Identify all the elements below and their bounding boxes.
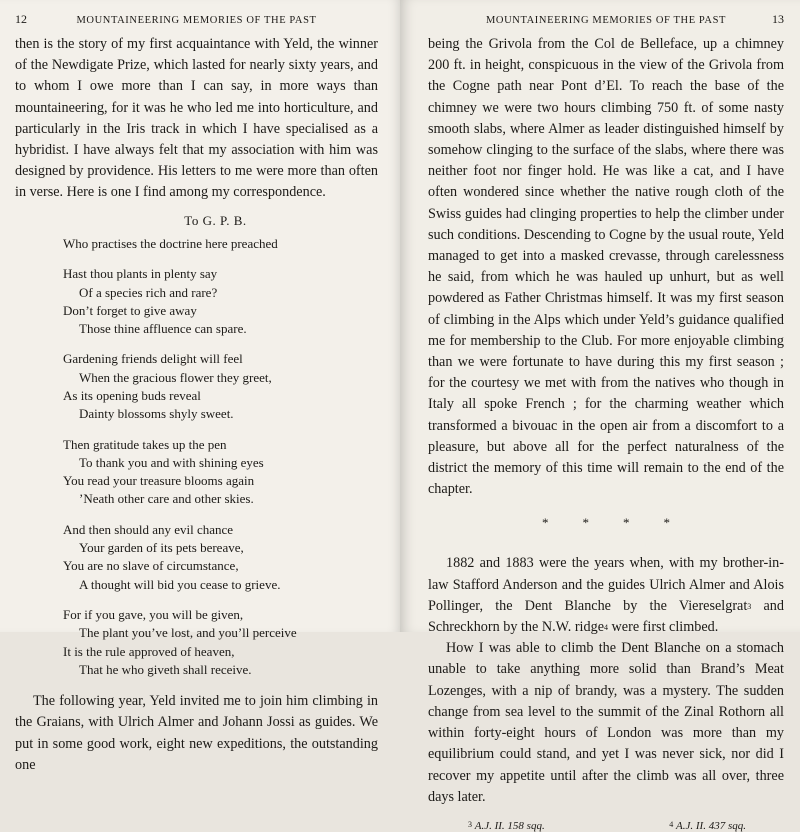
footnote-text: A.J. II. 158 sqq. [474, 819, 545, 832]
body-paragraph [428, 553, 784, 638]
left-page [0, 0, 400, 773]
footnote-mark: 3 [747, 601, 752, 611]
section-separator [428, 515, 784, 531]
running-header-right [428, 12, 784, 34]
running-head-title: MOUNTAINEERING MEMORIES OF THE PAST [485, 15, 727, 26]
poem-line: As its opening buds reveal [63, 388, 201, 403]
poem-line: When the gracious flower they greet, [79, 369, 272, 385]
footnotes [428, 820, 784, 832]
text-run: were first climbed. [608, 619, 719, 636]
separator-star: * [582, 515, 589, 531]
poem-line: That he who giveth shall receive. [79, 661, 252, 677]
page-number: 13 [772, 12, 784, 26]
poem-dedication: Who practises the doctrine here preached [63, 235, 278, 251]
closing-paragraph: The following year, Yeld invited me to join him climbing in the Graians, with Ulrich Almer and Johann Jossi as guides. We put in some good work, eight new expeditions, the outstanding one [15, 693, 378, 773]
poem-line: The plant you’ve lost, and you’ll perceive [79, 625, 297, 641]
poem-line: You read your treasure blooms again [63, 473, 255, 489]
poem [15, 212, 378, 680]
poem-line: You are no slave of circumstance, [63, 558, 239, 574]
poem-line: Then gratitude takes up the pen [63, 436, 227, 452]
poem-line: To thank you and with shining eyes [79, 454, 264, 470]
running-header-left [15, 12, 378, 34]
page-number: 12 [15, 12, 27, 26]
poem-line: A thought will bid you cease to grieve. [79, 576, 281, 592]
poem-heading: To G. P. B. [184, 212, 247, 228]
footnote-mark: 4 [604, 623, 608, 633]
footnote-mark: 3 [468, 819, 472, 829]
poem-line: Hast thou plants in plenty say [63, 266, 218, 282]
footnote-text: A.J. II. 437 sqq. [676, 819, 746, 832]
poem-line: Gardening friends delight will feel [63, 351, 243, 367]
text-run: and Schreckhorn by the N.W. ridge [428, 597, 784, 636]
footnote [468, 820, 545, 832]
opening-paragraph: then is the story of my first acquaintance with Yeld, the winner of the Newdigate Prize, which lasted for nearly sixty years, and to whom I owe more than I can say, in more ways than mountaineering, for it was he who led me into horticulture, and particularly in the Iris track in which I have specialised as a hybridist. I have always felt that my association with him was designed by providence. His letters to me were more than often in verse. Here is one I find among my correspondence. [15, 36, 378, 201]
poem-line: Those thine affluence can spare. [79, 321, 247, 337]
body-paragraph: How I was able to climb the Dent Blanche on a stomach unable to take anything more solid than Brand’s Meat Lozenges, with a nip of brandy, was a mystery. The sudden change from sea level to the summit of the Zinal Rothorn all within forty-eight hours of London was more than my equilibrium could stand, and yet I was never sick, nor did I recover my appetite until after the climb was all over, three days later. [428, 640, 784, 805]
text-run: 1882 and 1883 were the years when, with my brother-in-law Stafford Anderson and the guides Ulrich Almer and Alois Pollinger, the Dent Blanche by the Viereselgrat [428, 555, 784, 614]
poem-line: Your garden of its pets bereave, [79, 540, 244, 556]
poem-stanza [15, 521, 378, 594]
poem-stanza [15, 436, 378, 509]
separator-star: * [623, 515, 630, 531]
poem-line: Dainty blossoms shyly sweet. [79, 406, 234, 422]
poem-stanza [15, 350, 378, 423]
poem-stanza [15, 606, 378, 679]
poem-stanza [15, 265, 378, 338]
separator-star: * [542, 515, 549, 531]
poem-line: Of a species rich and rare? [79, 284, 218, 300]
poem-line: For if you gave, you will be given, [63, 606, 244, 622]
running-head-title: MOUNTAINEERING MEMORIES OF THE PAST [76, 15, 317, 26]
footnote-mark: 4 [669, 819, 674, 829]
poem-line: Don’t forget to give away [63, 302, 197, 318]
footnote [669, 820, 746, 832]
poem-line: It is the rule approved of heaven, [63, 643, 235, 659]
separator-star: * [663, 515, 670, 531]
body-paragraph: being the Grivola from the Col de Belleface, up a chimney 200 ft. in height, conspicuous in the view of the Grivola from the Cogne path near Pont d’El. To reach the base of the chimney we were two hours climbing 750 ft. of some nasty smooth slabs, where Almer as leader distinguished himself by somehow clinging to the surface of the slabs, where there was neither foot nor finger hold. He was like a cat, and I have often wondered since whether the native rough cloth of the Swiss guides had clinging properties to help the climber under such conditions. Descending to Cogne by the usual route, Yeld managed to get into a masked crevasse, through carelessness he said, from which he was hauled up unhurt, but as well powdered as Father Christmas himself. It was my first season of climbing in the Alps which under Yeld’s guidance qualified me for membership to the Club. For more enjoyable climbing than we were fortunate to have during this my first season ; for the courtesy we met with from the natives who though in Italy all spoke French ; for the charming weather which transformed a bivouac in the open air from a discomfort to a pleasure, but above all for the perfect naturalness of the district the memory of this time will remain to the end of the chapter. [428, 36, 784, 498]
poem-line: ’Neath other care and other skies. [79, 491, 254, 507]
right-page [400, 0, 800, 832]
poem-line: And then should any evil chance [63, 521, 234, 537]
